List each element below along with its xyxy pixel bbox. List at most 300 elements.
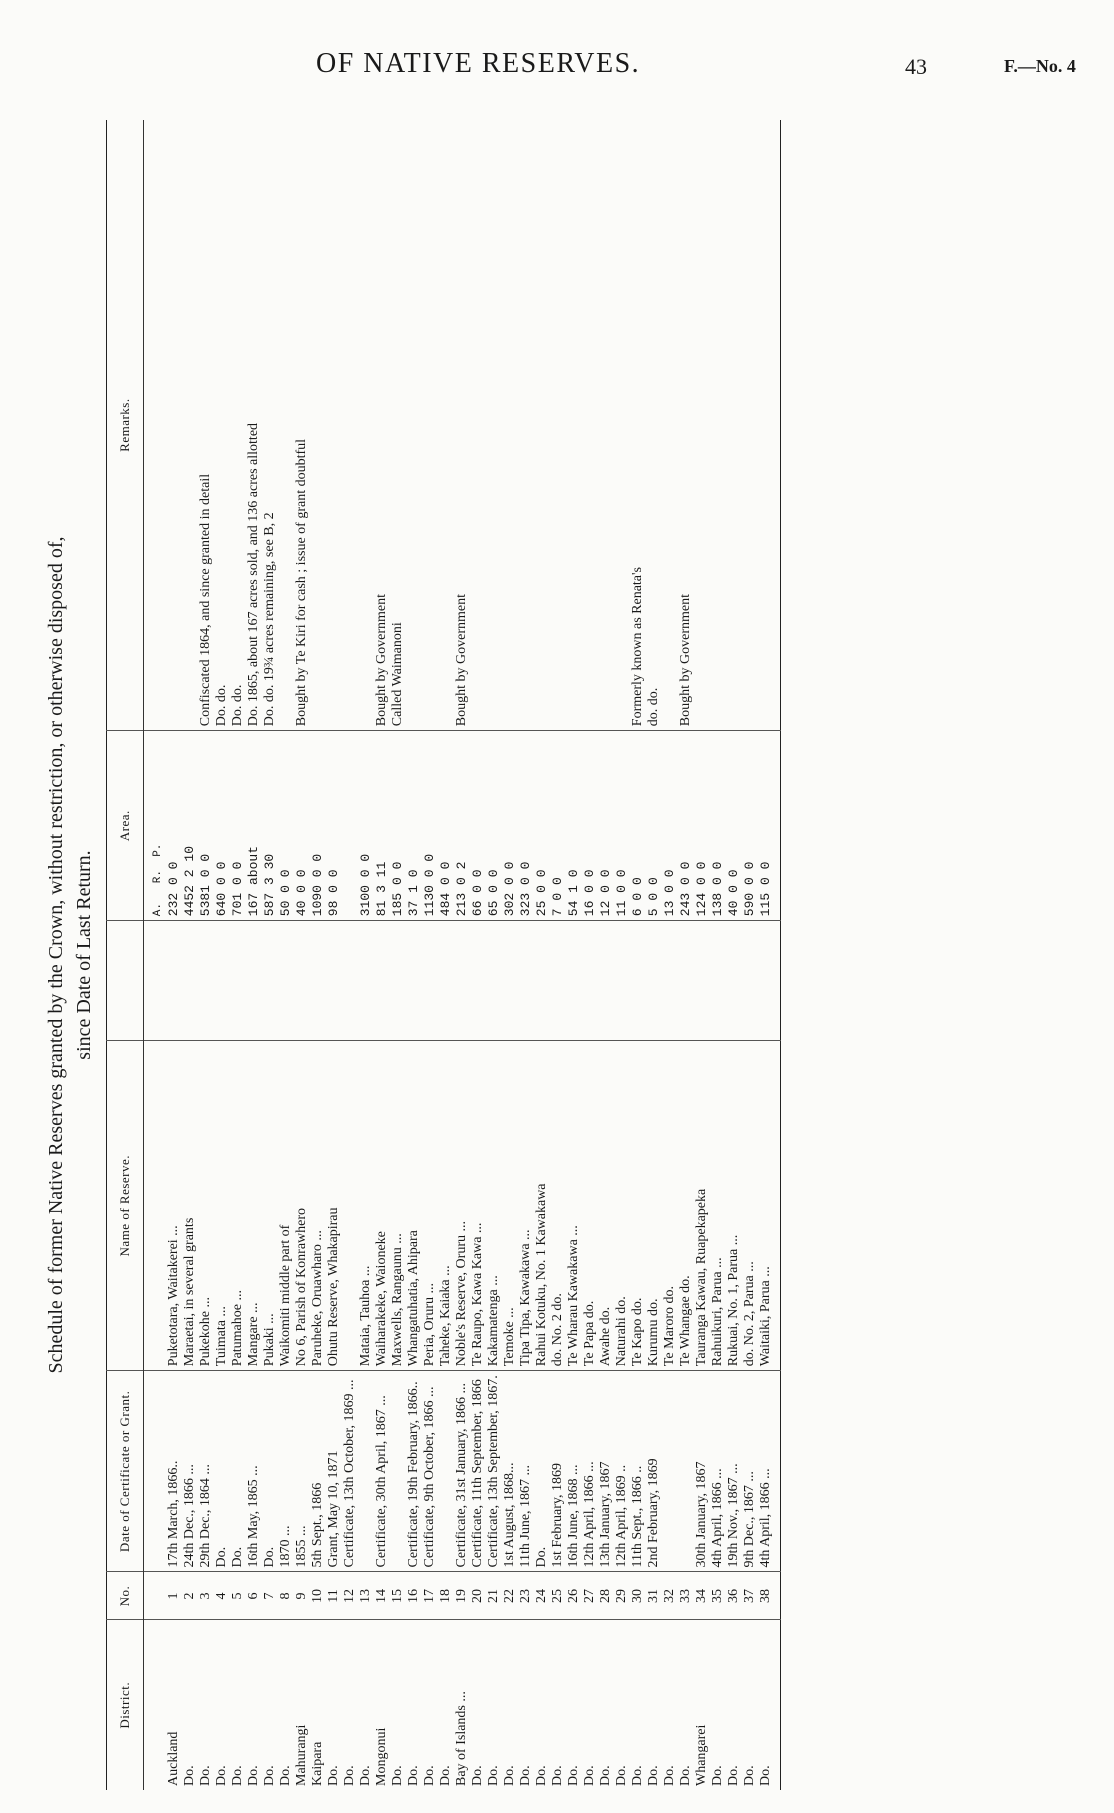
- cell-date: Do.: [534, 1371, 550, 1572]
- cell-spacer: [390, 921, 406, 1041]
- cell-spacer: [502, 921, 518, 1041]
- cell-area: 11 0 0: [614, 731, 630, 921]
- cell-remarks: [758, 120, 781, 731]
- cell-remarks: [726, 120, 742, 731]
- cell-district: Do.: [518, 1765, 533, 1786]
- table-row: [726, 120, 742, 1790]
- table-row: [598, 120, 614, 1790]
- cell-spacer: [742, 921, 758, 1041]
- table-row: [374, 120, 390, 1790]
- cell-no: 10: [310, 1572, 326, 1620]
- cell-spacer: [726, 921, 742, 1041]
- cell-area: 138 0 0: [710, 731, 726, 921]
- cell-name: Waiharakeke, Waioneke: [374, 1041, 390, 1371]
- table-row: [246, 120, 262, 1790]
- col-header-date: Date of Certificate or Grant.: [107, 1371, 144, 1572]
- cell-district: Do.: [758, 1765, 773, 1786]
- cell-area: 185 0 0: [390, 731, 406, 921]
- cell-date: Certificate, 13th September, 1867.: [486, 1371, 502, 1572]
- cell-no: 11: [326, 1572, 342, 1620]
- cell-district: Do.: [342, 1765, 357, 1786]
- cell-area: 590 0 0: [742, 731, 758, 921]
- cell-no: 27: [582, 1572, 598, 1620]
- cell-remarks: Bought by Government: [678, 120, 694, 731]
- cell-name: Tipa Tipa, Kawakawa ...: [518, 1041, 534, 1371]
- cell-district: Do.: [726, 1765, 741, 1786]
- cell-name: Mataia, Tauhoa ...: [358, 1041, 374, 1371]
- cell-date: [390, 1371, 406, 1572]
- table-row: [550, 120, 566, 1790]
- cell-no: 6: [246, 1572, 262, 1620]
- cell-area: 701 0 0: [230, 731, 246, 921]
- table-row: [534, 120, 550, 1790]
- cell-date: 1st February, 1869: [550, 1371, 566, 1572]
- cell-name: Ohutu Reserve, Whakapirau: [326, 1041, 342, 1371]
- cell-spacer: [278, 921, 294, 1041]
- area-units: A. R. P.: [144, 731, 167, 921]
- cell-date: 11th Sept., 1866 ..: [630, 1371, 646, 1572]
- cell-spacer: [214, 921, 230, 1041]
- cell-area: 37 1 0: [406, 731, 422, 921]
- table-row: [502, 120, 518, 1790]
- cell-no: 25: [550, 1572, 566, 1620]
- cell-name: Te Whangae do.: [678, 1041, 694, 1371]
- cell-date: Certificate, 11th September, 1866: [470, 1371, 486, 1572]
- cell-name: Whangatuhatia, Ahipara: [406, 1041, 422, 1371]
- table-row: [662, 120, 678, 1790]
- cell-area: 40 0 0: [294, 731, 310, 921]
- cell-name: Maxwells, Rangaunu ...: [390, 1041, 406, 1371]
- cell-area: 167 about: [246, 731, 262, 921]
- cell-area: 66 0 0: [470, 731, 486, 921]
- cell-remarks: [486, 120, 502, 731]
- cell-spacer: [406, 921, 422, 1041]
- document-reference: F.—No. 4: [1004, 56, 1076, 76]
- cell-date: 16th May, 1865 ...: [246, 1371, 262, 1572]
- cell-spacer: [678, 921, 694, 1041]
- table-row: [230, 120, 246, 1790]
- cell-no: 2: [182, 1572, 198, 1620]
- cell-no: 13: [358, 1572, 374, 1620]
- cell-date: 19th Nov., 1867 ...: [726, 1371, 742, 1572]
- cell-area: 5 0 0: [646, 731, 662, 921]
- cell-area: 7 0 0: [550, 731, 566, 921]
- cell-remarks: [694, 120, 710, 731]
- cell-area: 81 3 11: [374, 731, 390, 921]
- col-header-no: No.: [107, 1572, 144, 1620]
- table-row: [262, 120, 278, 1790]
- col-header-name: Name of Reserve.: [107, 1041, 144, 1371]
- table-row: [390, 120, 406, 1790]
- cell-remarks: Bought by Government: [374, 120, 390, 731]
- cell-no: 21: [486, 1572, 502, 1620]
- cell-name: Peria, Oruru ...: [422, 1041, 438, 1371]
- table-row: [406, 120, 422, 1790]
- cell-remarks: Bought by Te Kiri for cash ; issue of grant doubtful: [294, 120, 310, 731]
- table-row: [486, 120, 502, 1790]
- cell-district: Kaipara: [310, 1741, 325, 1786]
- cell-name: Naturahi do.: [614, 1041, 630, 1371]
- cell-no: 5: [230, 1572, 246, 1620]
- cell-date: 12th April, 1866 ...: [582, 1371, 598, 1572]
- cell-date: 4th April, 1866 ...: [758, 1371, 781, 1572]
- cell-name: Paruheke, Oruawharo ...: [310, 1041, 326, 1371]
- cell-spacer: [342, 921, 358, 1041]
- cell-spacer: [310, 921, 326, 1041]
- cell-name: Te Papa do.: [582, 1041, 598, 1371]
- cell-spacer: [230, 921, 246, 1041]
- cell-spacer: [534, 921, 550, 1041]
- table-row: [566, 120, 582, 1790]
- cell-no: 14: [374, 1572, 390, 1620]
- cell-area: 115 0 0: [758, 731, 781, 921]
- cell-remarks: [358, 120, 374, 731]
- cell-area: 124 0 0: [694, 731, 710, 921]
- cell-remarks: [582, 120, 598, 731]
- cell-area: 13 0 0: [662, 731, 678, 921]
- cell-no: 9: [294, 1572, 310, 1620]
- cell-remarks: Do. 1865, about 167 acres sold, and 136 acres allotted: [246, 120, 262, 731]
- table-row: [342, 120, 358, 1790]
- cell-name: Tuimata ...: [214, 1041, 230, 1371]
- cell-remarks: Do. do.: [230, 120, 246, 731]
- cell-name: Maraetai, in several grants: [182, 1041, 198, 1371]
- cell-spacer: [566, 921, 582, 1041]
- cell-spacer: [374, 921, 390, 1041]
- cell-no: 35: [710, 1572, 726, 1620]
- cell-date: Do.: [262, 1371, 278, 1572]
- cell-remarks: [614, 120, 630, 731]
- cell-district: Do.: [742, 1765, 757, 1786]
- cell-no: 8: [278, 1572, 294, 1620]
- table-row: [742, 120, 758, 1790]
- cell-area: 587 3 30: [262, 731, 278, 921]
- cell-no: 36: [726, 1572, 742, 1620]
- cell-spacer: [694, 921, 710, 1041]
- cell-date: [438, 1371, 454, 1572]
- cell-name: No 6, Parish of Konrawhero: [294, 1041, 310, 1371]
- rotated-schedule: [20, 110, 940, 1800]
- cell-spacer: [454, 921, 470, 1041]
- cell-remarks: [342, 120, 358, 731]
- cell-area: 98 0 0: [326, 731, 342, 921]
- cell-date: 24th Dec., 1866 ...: [182, 1371, 198, 1572]
- cell-district: Do.: [534, 1765, 549, 1786]
- col-header-remarks: Remarks.: [107, 120, 144, 731]
- cell-spacer: [422, 921, 438, 1041]
- cell-no: 23: [518, 1572, 534, 1620]
- cell-area: 12 0 0: [598, 731, 614, 921]
- cell-area: 65 0 0: [486, 731, 502, 921]
- cell-name: Mangare ...: [246, 1041, 262, 1371]
- cell-name: Kakamatenga ...: [486, 1041, 502, 1371]
- cell-district: Do.: [614, 1765, 629, 1786]
- cell-area: 25 0 0: [534, 731, 550, 921]
- cell-name: Pukaki ...: [262, 1041, 278, 1371]
- cell-no: 3: [198, 1572, 214, 1620]
- cell-spacer: [598, 921, 614, 1041]
- cell-date: 11th June, 1867 ...: [518, 1371, 534, 1572]
- cell-remarks: Do. do. 19¾ acres remaining, see B, 2: [262, 120, 278, 731]
- cell-remarks: do. do.: [646, 120, 662, 731]
- cell-no: 33: [678, 1572, 694, 1620]
- cell-date: 5th Sept., 1866: [310, 1371, 326, 1572]
- cell-no: 37: [742, 1572, 758, 1620]
- cell-date: Certificate, 9th October, 1866 ...: [422, 1371, 438, 1572]
- reserves-table: [106, 120, 781, 1790]
- cell-date: 13th January, 1867: [598, 1371, 614, 1572]
- cell-date: Certificate, 13th October, 1869 ...: [342, 1371, 358, 1572]
- cell-remarks: Do. do.: [214, 120, 230, 731]
- cell-district: Do.: [390, 1765, 405, 1786]
- cell-spacer: [262, 921, 278, 1041]
- cell-name: Te Wharau Kawakawa ...: [566, 1041, 582, 1371]
- table-row: [710, 120, 726, 1790]
- cell-name: Patumahoe ...: [230, 1041, 246, 1371]
- cell-name: do. No. 2 do.: [550, 1041, 566, 1371]
- cell-district: Do.: [422, 1765, 437, 1786]
- table-row: [646, 120, 662, 1790]
- cell-no: 24: [534, 1572, 550, 1620]
- cell-district: Do.: [566, 1765, 581, 1786]
- table-row: [438, 120, 454, 1790]
- cell-district: Auckland: [166, 1731, 181, 1786]
- cell-area: 50 0 0: [278, 731, 294, 921]
- cell-area: 4452 2 10: [182, 731, 198, 921]
- col-header-district: District.: [107, 1620, 144, 1790]
- table-row: [294, 120, 310, 1790]
- table-row: [614, 120, 630, 1790]
- cell-date: 12th April, 1869 ..: [614, 1371, 630, 1572]
- cell-no: 17: [422, 1572, 438, 1620]
- cell-district: Do.: [278, 1765, 293, 1786]
- cell-date: 1st August, 1868...: [502, 1371, 518, 1572]
- cell-name: Noble's Reserve, Oruru ...: [454, 1041, 470, 1371]
- cell-spacer: [470, 921, 486, 1041]
- cell-district: Do.: [630, 1765, 645, 1786]
- table-row: [758, 120, 781, 1790]
- cell-district: Do.: [262, 1765, 277, 1786]
- cell-district: Whangarei: [694, 1724, 709, 1786]
- cell-spacer: [614, 921, 630, 1041]
- cell-district: Do.: [486, 1765, 501, 1786]
- cell-date: 1870 ...: [278, 1371, 294, 1572]
- cell-name: Taheke, Kaiaka ...: [438, 1041, 454, 1371]
- cell-district: Do.: [406, 1765, 421, 1786]
- cell-date: Certificate, 19th February, 1866..: [406, 1371, 422, 1572]
- cell-spacer: [326, 921, 342, 1041]
- cell-district: Do.: [470, 1765, 485, 1786]
- cell-area: 323 0 0: [518, 731, 534, 921]
- cell-district: Do.: [326, 1765, 341, 1786]
- cell-name: Rukuai, No. 1, Parua ...: [726, 1041, 742, 1371]
- cell-area: 243 0 0: [678, 731, 694, 921]
- cell-remarks: Called Waimanoni: [390, 120, 406, 731]
- cell-name: Rahui Kotuku, No. 1 Kawakawa: [534, 1041, 550, 1371]
- cell-remarks: [710, 120, 726, 731]
- cell-no: 4: [214, 1572, 230, 1620]
- cell-name: Rahuikuri, Parua ...: [710, 1041, 726, 1371]
- cell-area: 1090 0 0: [310, 731, 326, 921]
- running-header-title: OF NATIVE RESERVES.: [316, 48, 641, 79]
- cell-date: [678, 1371, 694, 1572]
- cell-district: Do.: [646, 1765, 661, 1786]
- cell-spacer: [182, 921, 198, 1041]
- cell-remarks: [166, 120, 182, 731]
- cell-area: 5381 0 0: [198, 731, 214, 921]
- cell-district: Mahurangi: [294, 1724, 309, 1786]
- cell-area: [342, 731, 358, 921]
- table-row: [630, 120, 646, 1790]
- cell-district: Mongonui: [374, 1727, 389, 1786]
- cell-remarks: [406, 120, 422, 731]
- cell-remarks: [470, 120, 486, 731]
- cell-spacer: [662, 921, 678, 1041]
- cell-no: 31: [646, 1572, 662, 1620]
- col-header-area: Area.: [107, 731, 144, 921]
- cell-spacer: [438, 921, 454, 1041]
- cell-date: Do.: [214, 1371, 230, 1572]
- cell-date: 30th January, 1867: [694, 1371, 710, 1572]
- table-row: [358, 120, 374, 1790]
- cell-remarks: Bought by Government: [454, 120, 470, 731]
- cell-area: 640 0 0: [214, 731, 230, 921]
- cell-no: 29: [614, 1572, 630, 1620]
- cell-name: [342, 1041, 358, 1371]
- cell-remarks: [534, 120, 550, 731]
- cell-spacer: [758, 921, 781, 1041]
- cell-remarks: [662, 120, 678, 731]
- cell-district: Do.: [182, 1765, 197, 1786]
- cell-no: 26: [566, 1572, 582, 1620]
- cell-remarks: [278, 120, 294, 731]
- cell-no: 7: [262, 1572, 278, 1620]
- table-row: [422, 120, 438, 1790]
- cell-name: Waikomiti middle part of: [278, 1041, 294, 1371]
- cell-area: 3100 0 0: [358, 731, 374, 921]
- cell-spacer: [646, 921, 662, 1041]
- cell-district: Do.: [662, 1765, 677, 1786]
- area-units-row: [144, 120, 167, 1790]
- cell-spacer: [486, 921, 502, 1041]
- cell-district: Bay of Islands ...: [454, 1691, 469, 1786]
- cell-remarks: [518, 120, 534, 731]
- cell-spacer: [630, 921, 646, 1041]
- cell-remarks: [438, 120, 454, 731]
- cell-no: 32: [662, 1572, 678, 1620]
- cell-remarks: [326, 120, 342, 731]
- cell-area: 213 0 2: [454, 731, 470, 921]
- cell-no: 19: [454, 1572, 470, 1620]
- cell-area: 1130 0 0: [422, 731, 438, 921]
- cell-name: Awahe do.: [598, 1041, 614, 1371]
- table-row: [678, 120, 694, 1790]
- cell-name: Puketotara, Waitakerei ...: [166, 1041, 182, 1371]
- cell-district: Do.: [198, 1765, 213, 1786]
- cell-district: Do.: [710, 1765, 725, 1786]
- cell-date: 29th Dec., 1864 ...: [198, 1371, 214, 1572]
- cell-area: 54 1 0: [566, 731, 582, 921]
- cell-area: 40 0 0: [726, 731, 742, 921]
- cell-spacer: [358, 921, 374, 1041]
- schedule-title: [42, 110, 98, 1800]
- cell-remarks: [182, 120, 198, 731]
- cell-spacer: [710, 921, 726, 1041]
- cell-spacer: [294, 921, 310, 1041]
- cell-spacer: [166, 921, 182, 1041]
- cell-area: 484 0 0: [438, 731, 454, 921]
- cell-date: 4th April, 1866 ...: [710, 1371, 726, 1572]
- cell-remarks: [310, 120, 326, 731]
- cell-district: Do.: [598, 1765, 613, 1786]
- page-number: 43: [905, 54, 927, 79]
- cell-date: 9th Dec., 1867 ...: [742, 1371, 758, 1572]
- table-row: [214, 120, 230, 1790]
- cell-district: Do.: [550, 1765, 565, 1786]
- cell-remarks: [742, 120, 758, 731]
- table-row: [470, 120, 486, 1790]
- cell-no: 1: [166, 1572, 182, 1620]
- cell-remarks: Formerly known as Renata's: [630, 120, 646, 731]
- table-row: [182, 120, 198, 1790]
- cell-area: 6 0 0: [630, 731, 646, 921]
- cell-area: 16 0 0: [582, 731, 598, 921]
- cell-no: 15: [390, 1572, 406, 1620]
- cell-no: 12: [342, 1572, 358, 1620]
- cell-district: Do.: [214, 1765, 229, 1786]
- table-row: [166, 120, 182, 1790]
- table-row: [694, 120, 710, 1790]
- cell-name: Temoke ...: [502, 1041, 518, 1371]
- cell-no: 28: [598, 1572, 614, 1620]
- table-header-row: [107, 120, 144, 1790]
- cell-spacer: [198, 921, 214, 1041]
- cell-name: Te Maroro do.: [662, 1041, 678, 1371]
- cell-district: Do.: [358, 1765, 373, 1786]
- cell-date: 1855 ...: [294, 1371, 310, 1572]
- cell-name: do. No. 2, Parua ...: [742, 1041, 758, 1371]
- table-body: [144, 120, 781, 1790]
- cell-remarks: [550, 120, 566, 731]
- cell-remarks: Confiscated 1864, and since granted in detail: [198, 120, 214, 731]
- cell-no: 16: [406, 1572, 422, 1620]
- cell-date: [662, 1371, 678, 1572]
- table-row: [518, 120, 534, 1790]
- cell-date: Do.: [230, 1371, 246, 1572]
- table-row: [582, 120, 598, 1790]
- cell-remarks: [422, 120, 438, 731]
- cell-name: Tauranga Kawau, Ruapekapeka: [694, 1041, 710, 1371]
- cell-area: 232 0 0: [166, 731, 182, 921]
- cell-date: [358, 1371, 374, 1572]
- cell-district: Do.: [230, 1765, 245, 1786]
- table-row: [454, 120, 470, 1790]
- cell-district: Do.: [438, 1765, 453, 1786]
- cell-district: Do.: [678, 1765, 693, 1786]
- col-header-spacer: [107, 921, 144, 1041]
- cell-name: Waitaiki, Parua ...: [758, 1041, 781, 1371]
- cell-name: Pukekohe ...: [198, 1041, 214, 1371]
- cell-no: 38: [758, 1572, 781, 1620]
- cell-no: 22: [502, 1572, 518, 1620]
- cell-spacer: [582, 921, 598, 1041]
- cell-area: 302 0 0: [502, 731, 518, 921]
- cell-no: 30: [630, 1572, 646, 1620]
- cell-date: Grant, May 10, 1871: [326, 1371, 342, 1572]
- cell-remarks: [566, 120, 582, 731]
- cell-date: Certificate, 31st January, 1866 ...: [454, 1371, 470, 1572]
- cell-name: Te Kapo do.: [630, 1041, 646, 1371]
